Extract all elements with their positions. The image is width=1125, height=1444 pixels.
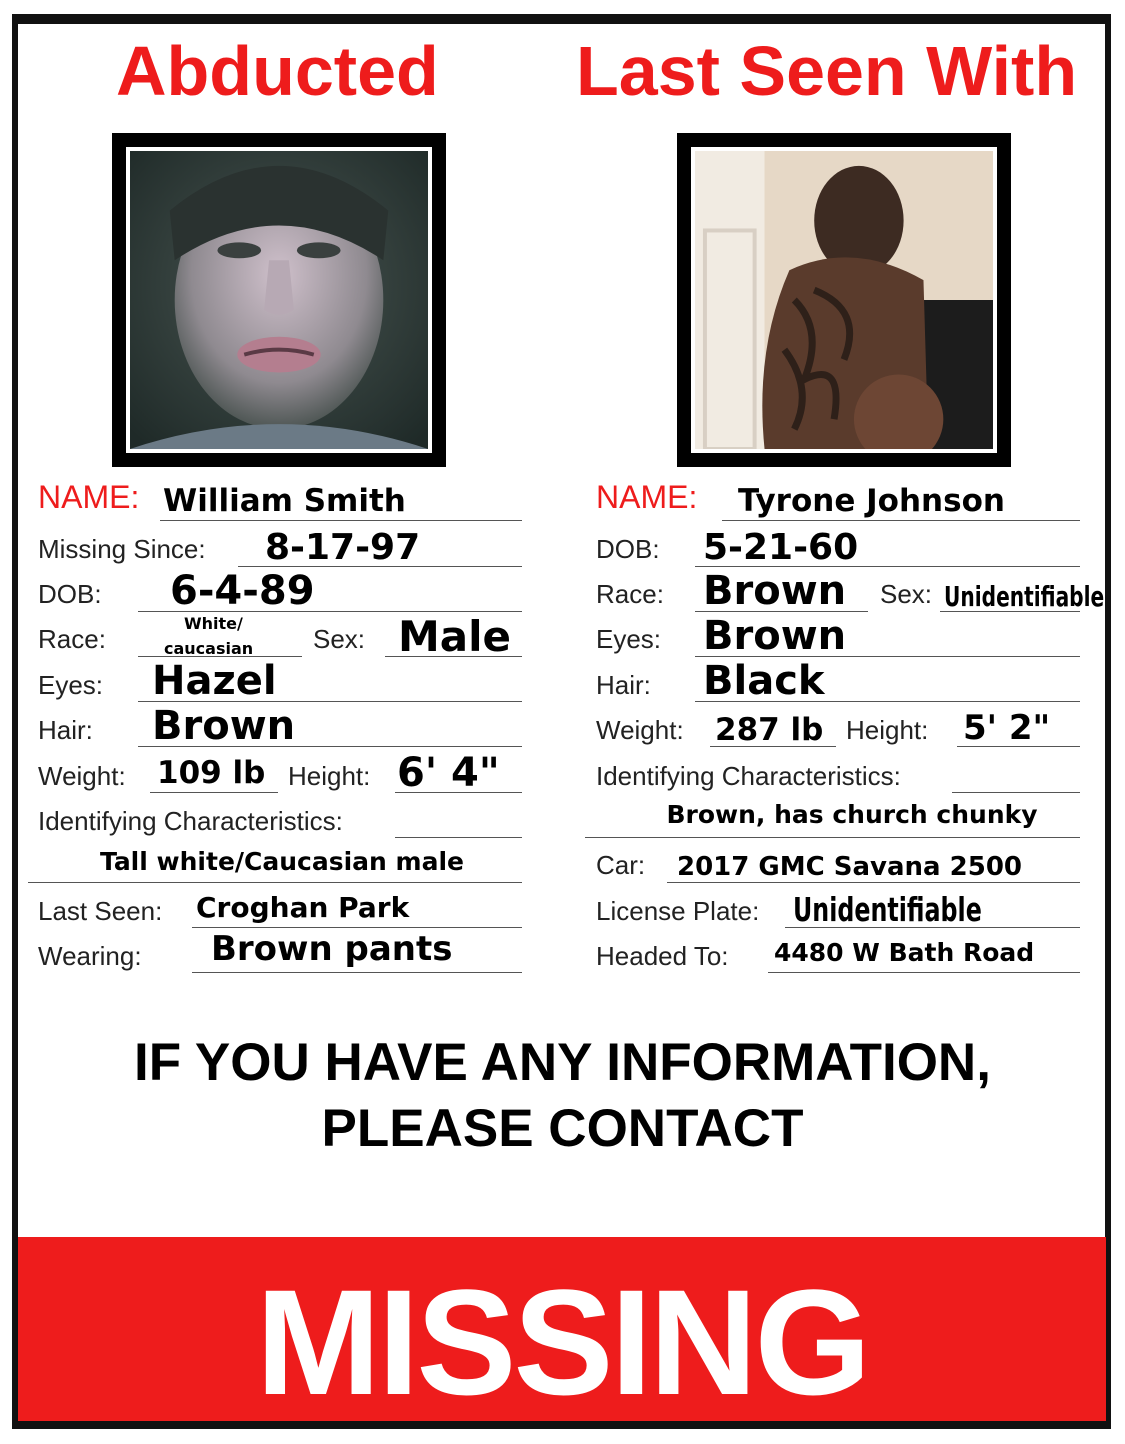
suspect-dob-label: DOB:	[596, 534, 660, 564]
missing-banner	[18, 1237, 1106, 1426]
victim-weight-label: Weight:	[38, 761, 126, 791]
divider	[395, 837, 522, 838]
divider	[695, 701, 1080, 702]
victim-missing-since: 8-17-97	[265, 527, 421, 568]
victim-sex: Male	[398, 612, 512, 661]
victim-wearing: Brown pants	[211, 929, 453, 969]
suspect-car: 2017 GMC Savana 2500	[677, 852, 1022, 882]
suspect-headed-label: Headed To:	[596, 941, 729, 971]
victim-missing-since-label: Missing Since:	[38, 534, 206, 564]
victim-wearing-label: Wearing:	[38, 941, 142, 971]
victim-race-label: Race:	[38, 624, 106, 654]
suspect-name: Tyrone Johnson	[738, 483, 1005, 519]
victim-dob-label: DOB:	[38, 579, 102, 609]
suspect-name-label: NAME:	[596, 479, 698, 515]
suspect-hair-label: Hair:	[596, 670, 651, 700]
last-seen-with-heading: Last Seen With	[576, 32, 1078, 110]
victim-hair-label: Hair:	[38, 715, 93, 745]
suspect-portrait-image	[695, 151, 993, 449]
missing-banner-text: MISSING	[255, 1258, 869, 1426]
divider	[28, 882, 522, 883]
divider	[160, 520, 522, 521]
suspect-sex: Unidentifiable	[944, 580, 1105, 613]
divider	[722, 520, 1080, 521]
victim-last-seen-label: Last Seen:	[38, 896, 163, 926]
victim-race-line2: caucasian	[164, 639, 254, 658]
victim-height: 6' 4"	[397, 750, 500, 796]
divider	[238, 566, 522, 567]
victim-characteristics-label: Identifying Characteristics:	[38, 806, 343, 836]
abducted-heading: Abducted	[116, 32, 439, 110]
victim-hair: Brown	[152, 703, 296, 749]
divider	[585, 837, 1080, 838]
divider	[138, 701, 522, 702]
divider	[768, 972, 1080, 973]
suspect-race-label: Race:	[596, 579, 664, 609]
suspect-car-label: Car:	[596, 850, 646, 880]
victim-sex-label: Sex:	[313, 624, 366, 654]
divider	[138, 656, 302, 657]
suspect-weight-label: Weight:	[596, 715, 684, 745]
suspect-weight: 287 lb	[715, 712, 824, 748]
suspect-eyes: Brown	[703, 613, 847, 659]
suspect-plate-label: License Plate:	[596, 896, 760, 926]
divider	[395, 792, 522, 793]
divider	[785, 927, 1080, 928]
victim-height-label: Height:	[288, 761, 371, 791]
divider	[957, 746, 1080, 747]
divider	[695, 611, 868, 612]
suspect-characteristics-label: Identifying Characteristics:	[596, 761, 901, 791]
divider	[940, 611, 1080, 612]
suspect-sex-label: Sex:	[880, 579, 933, 609]
victim-portrait-image	[130, 151, 428, 449]
victim-dob: 6-4-89	[170, 568, 315, 614]
divider	[385, 656, 522, 657]
suspect-headed-to: 4480 W Bath Road	[774, 938, 1035, 967]
victim-eyes: Hazel	[152, 658, 277, 704]
victim-name-label: NAME:	[38, 479, 140, 515]
divider	[695, 656, 1080, 657]
divider	[695, 566, 1080, 567]
cta-line-2: PLEASE CONTACT	[321, 1099, 804, 1158]
victim-name: William Smith	[163, 483, 406, 519]
suspect-hair: Black	[703, 658, 825, 704]
divider	[192, 972, 522, 973]
suspect-eyes-label: Eyes:	[596, 624, 662, 654]
divider	[667, 882, 1080, 883]
divider	[150, 792, 278, 793]
victim-photo	[112, 133, 446, 467]
suspect-plate: Unidentifiable	[793, 890, 982, 929]
suspect-photo	[677, 133, 1011, 467]
victim-weight: 109 lb	[157, 755, 266, 791]
suspect-race: Brown	[703, 568, 847, 614]
divider	[952, 792, 1080, 793]
victim-characteristics: Tall white/Caucasian male	[99, 847, 464, 876]
suspect-height-label: Height:	[846, 715, 929, 745]
suspect-characteristics: Brown, has church chunky	[666, 800, 1038, 829]
divider	[710, 746, 836, 747]
divider	[138, 746, 522, 747]
victim-race-line1: White/	[184, 614, 243, 633]
suspect-dob: 5-21-60	[703, 527, 859, 568]
suspect-height: 5' 2"	[963, 708, 1051, 748]
victim-last-seen: Croghan Park	[196, 891, 410, 924]
victim-eyes-label: Eyes:	[38, 670, 104, 700]
cta-line-1: IF YOU HAVE ANY INFORMATION,	[134, 1033, 991, 1092]
divider	[192, 927, 522, 928]
